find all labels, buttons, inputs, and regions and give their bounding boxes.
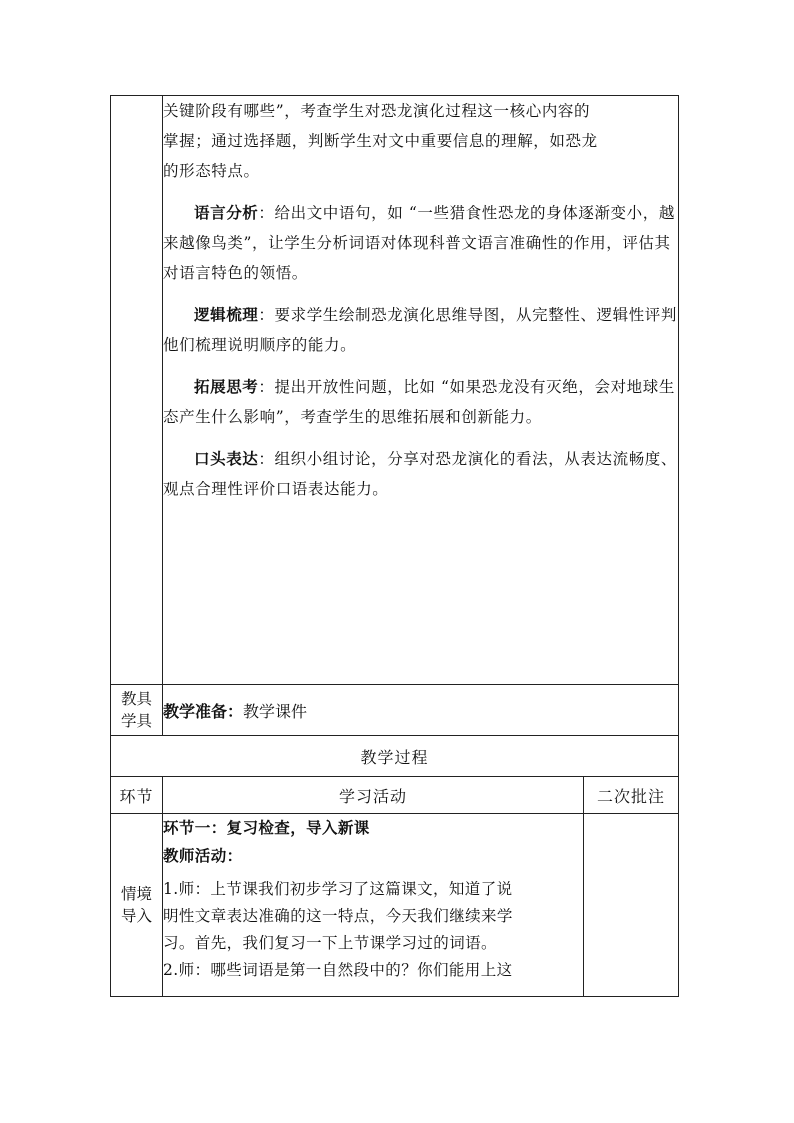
assessment-intro-line: 掌握；通过选择题，判断学生对文中重要信息的理解，如恐龙 <box>163 132 598 150</box>
assessment-row <box>111 96 679 685</box>
activity-line: 明性文章表达准确的这一特点，今天我们继续来学 <box>163 907 513 925</box>
tools-label-line: 学具 <box>120 712 152 730</box>
col-notes-header: 二次批注 <box>584 777 679 814</box>
stage-row <box>111 814 679 997</box>
item-text: ：组织小组讨论，分享对恐龙演化的看法，从表达流畅度、观点合理性评价口语表达能力。 <box>163 450 678 498</box>
section-title: 环节一：复习检查，导入新课 <box>163 818 370 837</box>
item-label: 语言分析 <box>194 203 259 222</box>
assessment-intro-line: 的形态特点。 <box>163 162 260 180</box>
stage-line: 导入 <box>120 907 152 925</box>
assessment-intro-line: 关键阶段有哪些”，考查学生对恐龙演化过程这一核心内容的 <box>163 102 591 120</box>
lesson-plan-table <box>110 95 679 997</box>
assessment-cell <box>163 96 679 685</box>
col-stage-header: 环节 <box>111 777 163 814</box>
language-analysis-paragraph <box>163 198 678 288</box>
tools-row <box>111 685 679 736</box>
activity-line: 1.师：上节课我们初步学习了这篇课文，知道了说 <box>163 880 513 898</box>
prep-label: 教学准备： <box>163 701 244 721</box>
extension-paragraph <box>163 372 678 432</box>
item-label: 逻辑梳理 <box>194 305 259 324</box>
header-row <box>111 777 679 814</box>
activity-line: 习。首先，我们复习一下上节课学习过的词语。 <box>163 934 497 952</box>
stage-line: 情境 <box>120 885 152 903</box>
logic-paragraph <box>163 300 678 360</box>
process-title: 教学过程 <box>111 736 679 777</box>
teacher-label: 教师活动： <box>163 846 243 865</box>
item-text: ：要求学生绘制恐龙演化思维导图，从完整性、逻辑性评判他们梳理说明顺序的能力。 <box>163 306 678 354</box>
col-activity-header: 学习活动 <box>163 777 584 814</box>
notes-cell <box>584 814 679 997</box>
prep-cell <box>163 685 679 736</box>
oral-paragraph <box>163 444 678 504</box>
item-label: 拓展思考 <box>194 377 259 396</box>
assessment-left-cell <box>111 96 163 685</box>
tools-label-line: 教具 <box>120 690 152 708</box>
prep-value: 教学课件 <box>243 701 308 721</box>
stage-cell <box>111 814 163 997</box>
item-label: 口头表达 <box>194 449 259 468</box>
item-text: ：提出开放性问题，比如 “如果恐龙没有灭绝，会对地球生态产生什么影响”，考查学生的思维拓展和创新能力。 <box>163 378 675 426</box>
activity-line: 2.师：哪些词语是第一自然段中的？你们能用上这 <box>163 961 513 979</box>
activity-cell <box>163 814 584 997</box>
tools-label-cell <box>111 685 163 736</box>
process-title-row <box>111 736 679 777</box>
item-text: ：给出文中语句，如 “一些猎食性恐龙的身体逐渐变小，越来越像鸟类”，让学生分析词语对体现科普文语言准确性的作用，评估其对语言特色的领悟。 <box>163 204 675 282</box>
